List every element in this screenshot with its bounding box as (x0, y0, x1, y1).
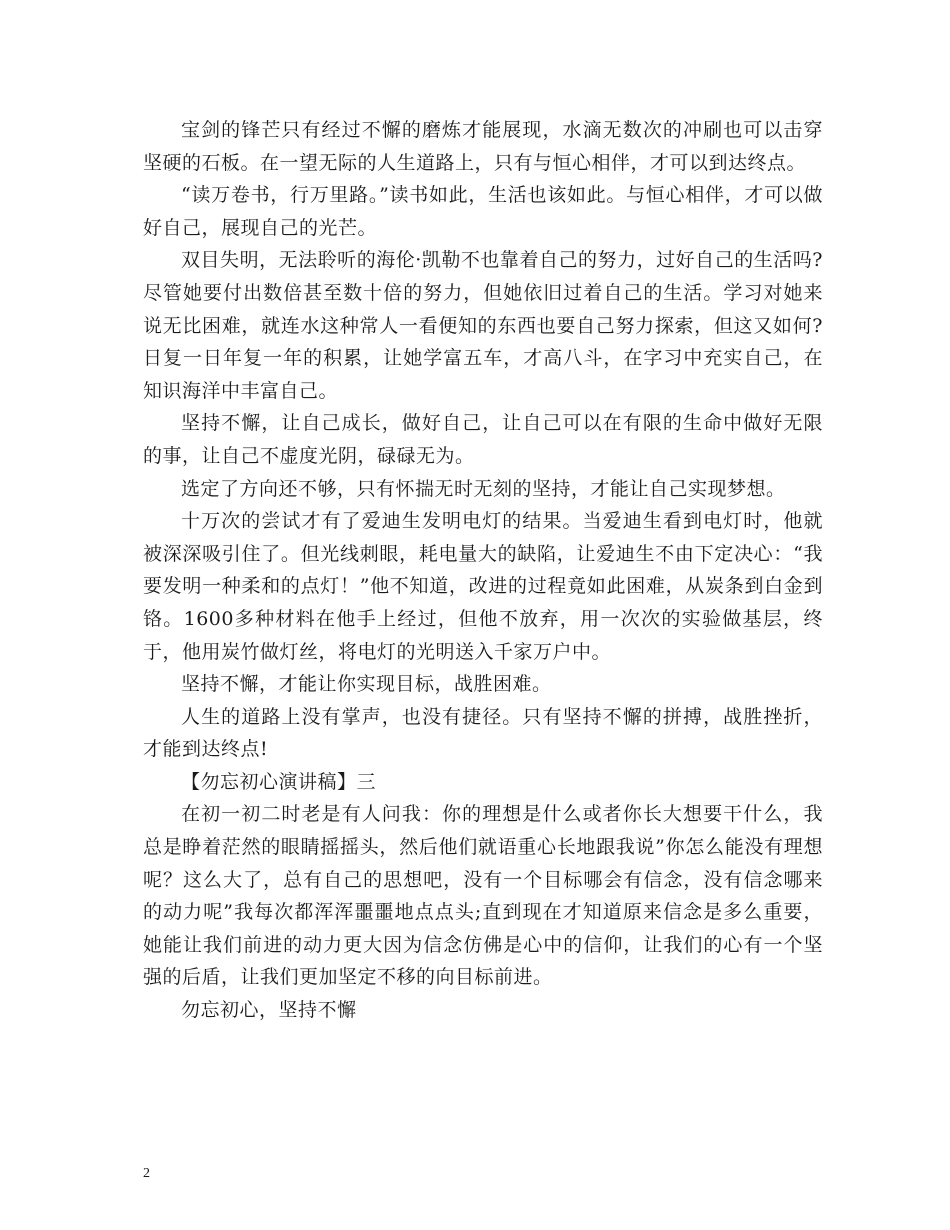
section-heading: 【勿忘初心演讲稿】三 (181, 770, 377, 793)
paragraph: 在初一初二时老是有人问我：你的理想是什么或者你长大想要干什么，我总是睁着茫然的眼睛摇摇头，然后他们就语重心长地跟我说”你怎么能没有理想呢？这么大了，总有自己的思想吧，没有一个目标哪会有信念，没有信念哪来的动力呢”我每次都浑浑噩噩地点点头;直到现在才知道原来信念是多么重要，她能让我们前进的动力更大因为信念仿佛是心中的信仰，让我们的心有一个坚强的后盾，让我们更加坚定不移的向目标前进。 (143, 803, 823, 989)
paragraph: 勿忘初心，坚持不懈 (181, 999, 357, 1022)
paragraph: 坚持不懈，才能让你实现目标，战胜困难。 (181, 673, 552, 696)
paragraph: “读万卷书，行万里路。”读书如此，生活也该如此。与恒心相伴，才可以做好自己，展现自己的光芒。 (143, 184, 823, 239)
document-body (143, 114, 823, 1027)
paragraph: 坚持不懈，让自己成长，做好自己，让自己可以在有限的生命中做好无限的事，让自己不虚度光阴，碌碌无为。 (143, 412, 823, 467)
page-number: 2 (143, 1166, 150, 1181)
paragraph: 人生的道路上没有掌声，也没有捷径。只有坚持不懈的拼搏，战胜挫折，才能到达终点! (143, 705, 823, 761)
paragraph: 选定了方向还不够，只有怀揣无时无刻的坚持，才能让自己实现梦想。 (181, 477, 786, 500)
paragraph: 十万次的尝试才有了爱迪生发明电灯的结果。当爱迪生看到电灯时，他就被深深吸引住了。但光线刺眼，耗电量大的缺陷，让爱迪生不由下定决心：“我要发明一种柔和的点灯！”他不知道，改进的过程竟如此困难，从炭条到白金到铬。1600多种材料在他手上经过，但他不放弃，用一次次的实验做基层，终于，他用炭竹做灯丝，将电灯的光明送入千家万户中。 (143, 510, 823, 663)
paragraph: 双目失明，无法聆听的海伦·凯勒不也靠着自己的努力，过好自己的生活吗?尽管她要付出数倍甚至数十倍的努力，但她依旧过着自己的生活。学习对她来说无比困难，就连水这种常人一看便知的东西也要自己努力探索，但这又如何?日复一日年复一年的积累，让她学富五车，才高八斗，在字习中充实自己，在知识海洋中丰富自己。 (143, 249, 823, 402)
paragraph: 宝剑的锋芒只有经过不懈的磨炼才能展现，水滴无数次的冲刷也可以击穿坚硬的石板。在一望无际的人生道路上，只有与恒心相伴，才可以到达终点。 (143, 119, 823, 174)
